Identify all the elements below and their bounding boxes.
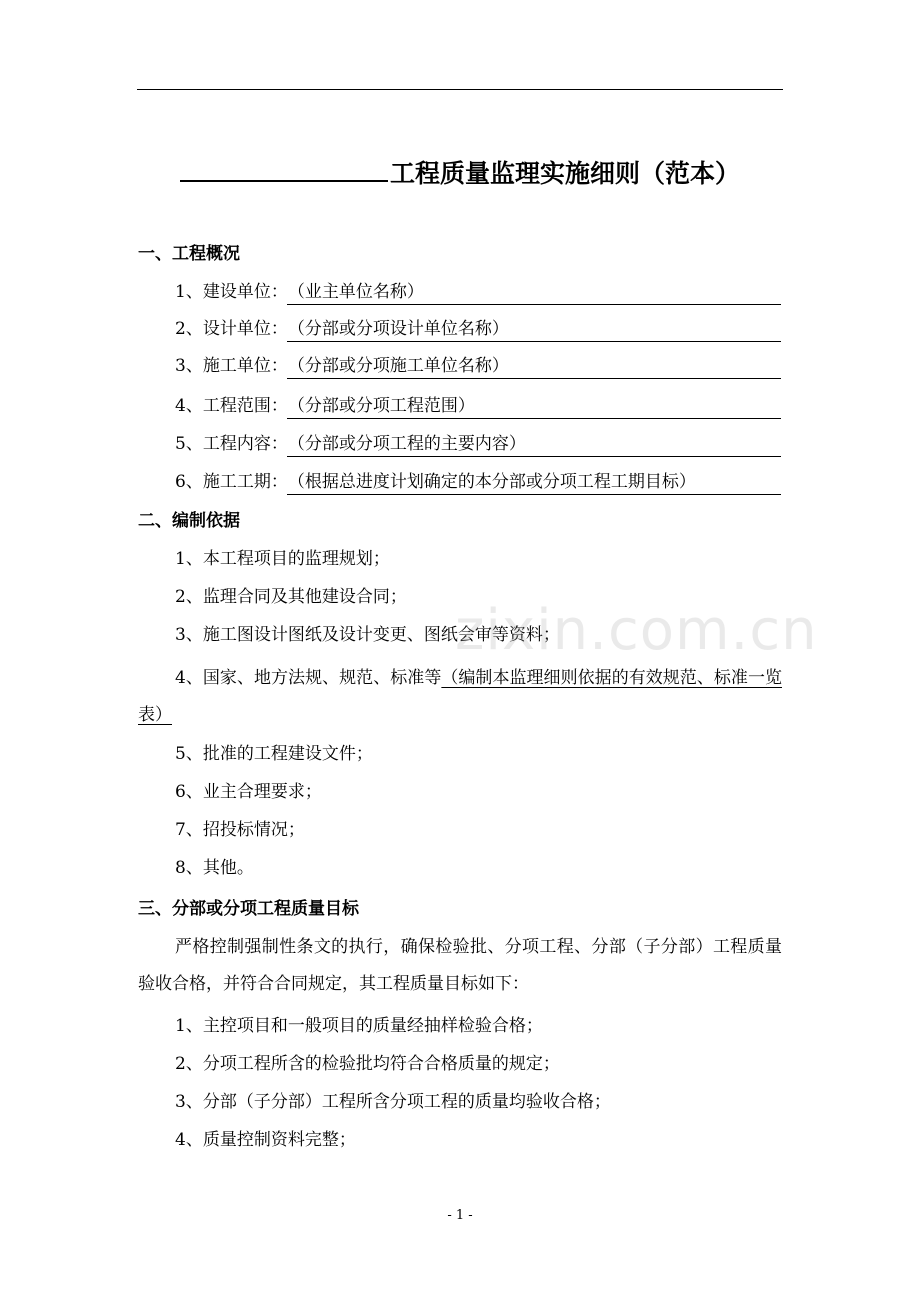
field-construction-unit xyxy=(175,280,781,306)
basis-item-4-underlined: （编制本监理细则依据的有效规范、标准一览表） xyxy=(138,668,782,725)
field-underline xyxy=(287,418,781,419)
quality-item: 2、分项工程所含的检验批均符合合格质量的规定； xyxy=(175,1054,560,1074)
field-label: 3、施工单位： xyxy=(175,356,288,376)
field-label: 1、建设单位： xyxy=(175,282,288,302)
watermark: zixin.com.cn xyxy=(455,598,818,663)
basis-item-4 xyxy=(138,660,782,734)
quality-item: 4、质量控制资料完整； xyxy=(175,1130,356,1150)
basis-item: 6、业主合理要求； xyxy=(175,782,322,802)
title-text: 工程质量监理实施细则（范本） xyxy=(389,159,740,188)
quality-item: 1、主控项目和一般项目的质量经抽样检验合格； xyxy=(175,1016,543,1036)
section3-heading: 三、分部或分项工程质量目标 xyxy=(138,899,359,919)
document-title xyxy=(0,152,920,194)
field-value: （分部或分项工程范围） xyxy=(287,396,475,416)
title-blank-line xyxy=(180,152,388,182)
field-value: （分部或分项设计单位名称） xyxy=(287,319,509,339)
basis-item-4-prefix: 4、国家、地方法规、规范、标准等 xyxy=(175,668,442,688)
basis-item: 8、其他。 xyxy=(175,858,254,878)
field-value: （分部或分项工程的主要内容） xyxy=(287,434,526,454)
basis-item: 1、本工程项目的监理规划； xyxy=(175,549,390,569)
field-label: 2、设计单位： xyxy=(175,319,288,339)
field-label: 6、施工工期： xyxy=(175,472,288,492)
field-design-unit xyxy=(175,317,781,343)
field-underline xyxy=(287,341,781,342)
field-project-scope xyxy=(175,394,781,420)
section2-heading: 二、编制依据 xyxy=(138,511,240,531)
field-contractor-unit xyxy=(175,354,781,380)
field-underline xyxy=(287,304,781,305)
field-label: 5、工程内容： xyxy=(175,434,288,454)
section1-heading: 一、工程概况 xyxy=(138,244,240,264)
quality-intro: 严格控制强制性条文的执行，确保检验批、分项工程、分部（子分部）工程质量验收合格，并符合合同规定，其工程质量目标如下： xyxy=(138,937,782,994)
field-underline xyxy=(287,456,781,457)
field-underline xyxy=(287,494,781,495)
quality-item: 3、分部（子分部）工程所含分项工程的质量均验收合格； xyxy=(175,1092,611,1112)
header-rule xyxy=(137,89,783,90)
field-project-content xyxy=(175,432,781,458)
field-value: （分部或分项施工单位名称） xyxy=(287,356,509,376)
field-construction-period xyxy=(175,470,781,496)
field-value: （根据总进度计划确定的本分部或分项工程工期目标） xyxy=(287,472,696,492)
basis-item: 7、招投标情况； xyxy=(175,820,305,840)
field-underline xyxy=(287,378,781,379)
field-value: （业主单位名称） xyxy=(287,282,424,302)
basis-item: 2、监理合同及其他建设合同； xyxy=(175,587,407,607)
basis-item: 5、批准的工程建设文件； xyxy=(175,744,373,764)
field-label: 4、工程范围： xyxy=(175,396,288,416)
basis-item: 3、施工图设计图纸及设计变更、图纸会审等资料； xyxy=(175,625,560,645)
page-number: - 1 - xyxy=(447,1208,473,1223)
